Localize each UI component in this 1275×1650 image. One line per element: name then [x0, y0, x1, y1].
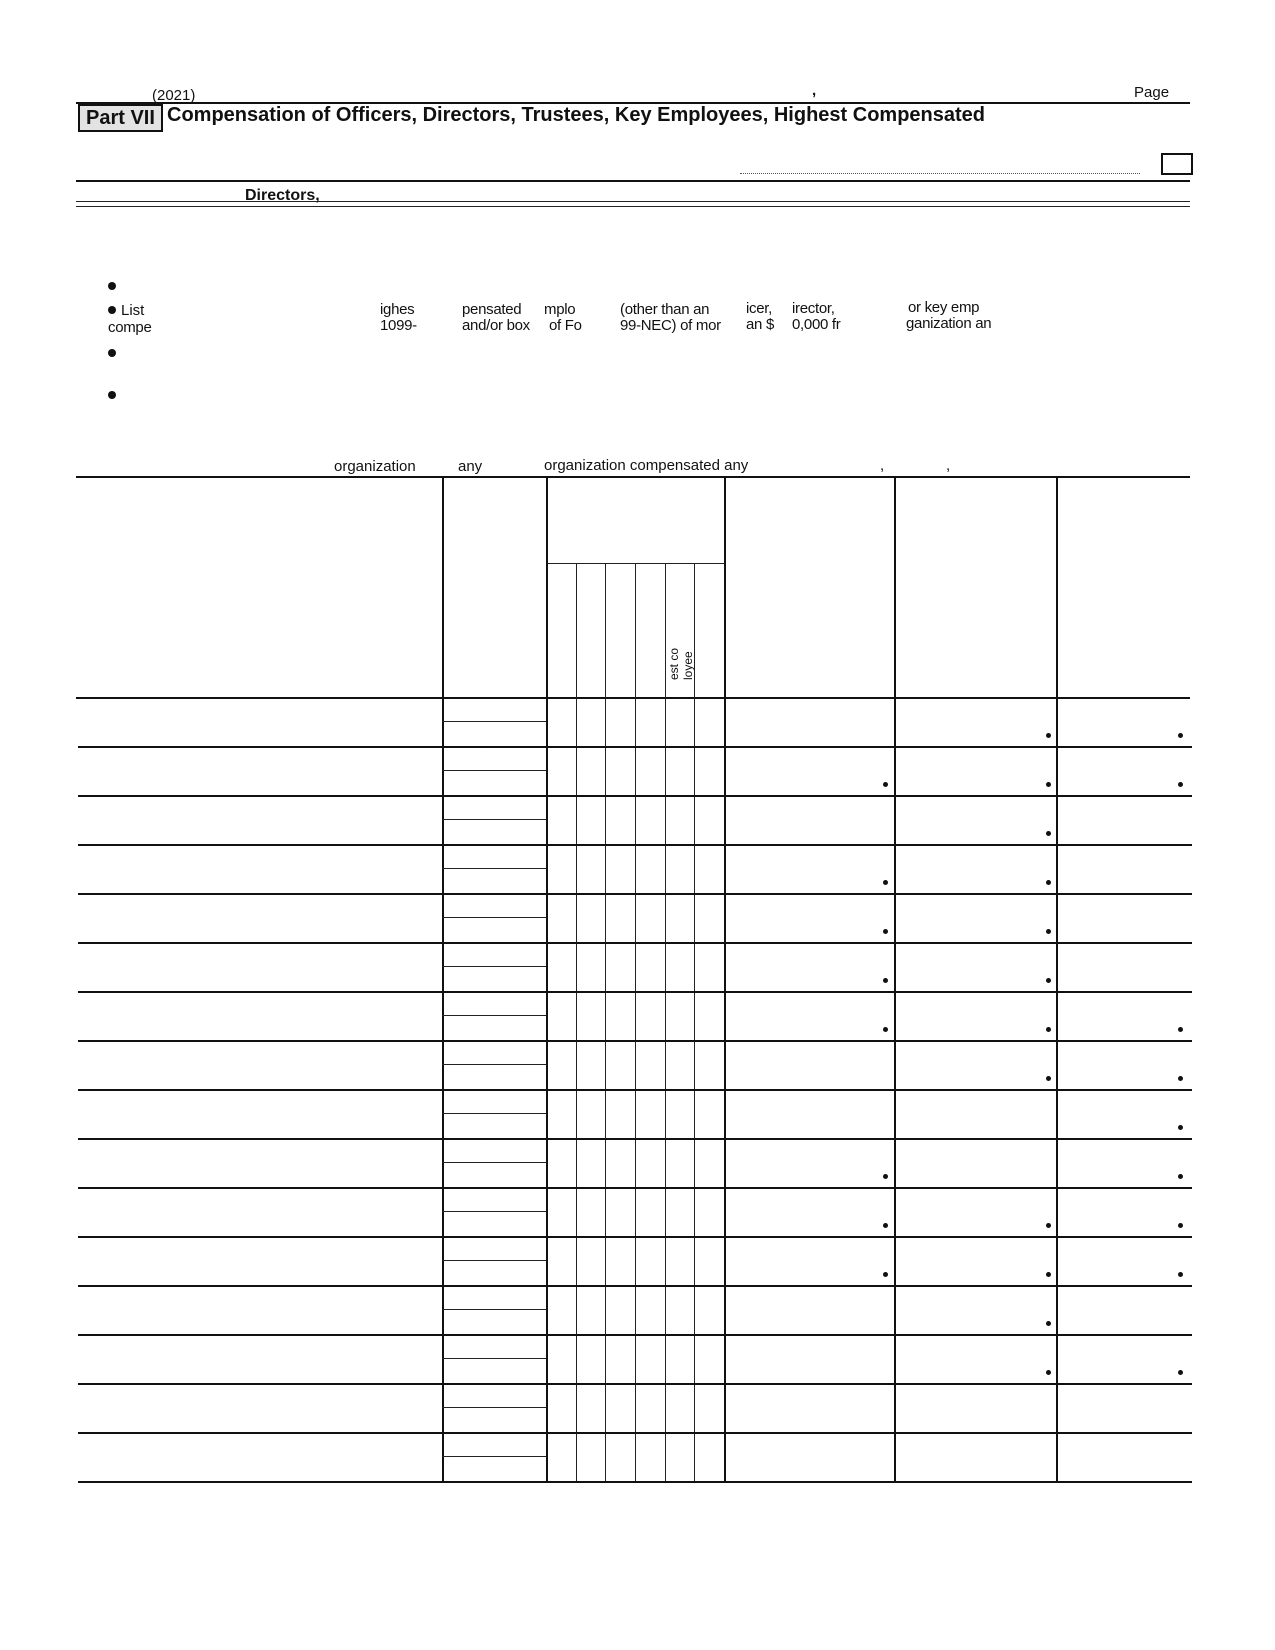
decimal-dot	[1046, 1321, 1051, 1326]
table-row-split	[442, 819, 546, 820]
decimal-dot	[1046, 1223, 1051, 1228]
header-any: any	[458, 458, 483, 475]
hours-dash: - - -	[484, 693, 500, 704]
header-org-comp: organization compensated any	[544, 457, 749, 474]
table-row	[78, 1089, 1192, 1091]
decimal-dot	[883, 782, 888, 787]
table-col-divider	[442, 476, 444, 1481]
table-row	[78, 1187, 1192, 1189]
decimal-dot	[1046, 831, 1051, 836]
compe-label: compe	[108, 319, 152, 336]
hours-dash: - - -	[484, 1183, 500, 1194]
instr-col7-l1: or key emp	[908, 299, 980, 316]
decimal-dot	[883, 1174, 888, 1179]
list-label: List	[121, 302, 145, 319]
hours-dash: - - -	[484, 938, 500, 949]
table-row-split	[442, 1358, 546, 1359]
decimal-dot	[883, 929, 888, 934]
decimal-dot	[1046, 1272, 1051, 1277]
decimal-dot	[1046, 929, 1051, 934]
hours-dash: - - -	[484, 987, 500, 998]
section-rule-a	[76, 201, 1190, 202]
section-a-heading: Directors,	[245, 187, 320, 204]
table-row	[78, 795, 1192, 797]
hours-dash: - - -	[484, 840, 500, 851]
table-row	[78, 844, 1192, 846]
table-row-split	[442, 1456, 546, 1457]
hours-dash: - - -	[484, 1134, 500, 1145]
bullet-1	[108, 282, 116, 290]
section-rule-top	[76, 180, 1190, 182]
table-row	[78, 1138, 1192, 1140]
table-row-split	[442, 917, 546, 918]
table-row-split	[442, 1113, 546, 1114]
comma-mark: ,	[812, 82, 817, 99]
table-col-divider	[1056, 476, 1058, 1481]
rotated-label-2: loyee	[681, 651, 695, 680]
decimal-dot	[1046, 733, 1051, 738]
table-row-split	[442, 770, 546, 771]
table-row	[78, 1236, 1192, 1238]
decimal-dot	[1046, 1027, 1051, 1032]
table-row	[78, 1285, 1192, 1287]
decimal-dot	[1178, 1027, 1183, 1032]
schedule-o-checkbox[interactable]	[1161, 153, 1193, 175]
instr-col3-l2: of Fo	[549, 317, 582, 334]
decimal-dot	[883, 880, 888, 885]
decimal-dot	[1046, 978, 1051, 983]
table-col-divider	[546, 476, 548, 1481]
table-row-split	[442, 1211, 546, 1212]
decimal-dot	[1178, 782, 1183, 787]
decimal-dot	[1046, 1370, 1051, 1375]
instr-col5-l1: icer,	[746, 300, 773, 317]
instr-col3-l1: mplo	[544, 301, 576, 318]
instr-col6-l2: 0,000 fr	[792, 316, 841, 333]
table-top-rule	[76, 476, 1190, 478]
decimal-dot	[1178, 1370, 1183, 1375]
bullet-4	[108, 391, 116, 399]
hours-dash: - - -	[484, 742, 500, 753]
table-row-split	[442, 1015, 546, 1016]
decimal-dot	[883, 1272, 888, 1277]
table-row-split	[442, 1407, 546, 1408]
decimal-dot	[1046, 1076, 1051, 1081]
table-row-split	[442, 1064, 546, 1065]
instr-col1-l1: ighes	[380, 301, 415, 318]
header-mark-2: ,	[946, 457, 951, 474]
table-subcol-divider	[576, 563, 577, 1481]
table-row	[78, 1481, 1192, 1483]
hours-dash: - - -	[484, 1281, 500, 1292]
table-subcol-divider	[665, 563, 666, 1481]
table-subcol-divider	[605, 563, 606, 1481]
hours-dash: - - -	[484, 889, 500, 900]
instr-col5-l2: an $	[746, 316, 774, 333]
decimal-dot	[883, 1027, 888, 1032]
table-row	[78, 1383, 1192, 1385]
decimal-dot	[883, 1223, 888, 1228]
decimal-dot	[1178, 1174, 1183, 1179]
part-label: Part VII	[78, 104, 163, 132]
part-title: Compensation of Officers, Directors, Trustees, Key Employees, Highest Compensated	[167, 104, 985, 126]
decimal-dot	[1178, 1272, 1183, 1277]
table-row-split	[442, 1260, 546, 1261]
instr-col2-l1: pensated	[462, 301, 522, 318]
table-row-split	[442, 966, 546, 967]
hours-dash: - - -	[484, 791, 500, 802]
decimal-dot	[1178, 1125, 1183, 1130]
hours-dash: - - -	[484, 1036, 500, 1047]
instr-col1-l2: 1099-	[380, 317, 417, 334]
table-row-split	[442, 868, 546, 869]
table-row	[78, 1432, 1192, 1434]
decimal-dot	[1178, 1076, 1183, 1081]
instr-col7-l2: ganization an	[906, 315, 992, 332]
hours-dash: - - -	[484, 1330, 500, 1341]
decimal-dot	[883, 978, 888, 983]
instr-col4-l1: (other than an	[620, 301, 710, 318]
table-row	[78, 942, 1192, 944]
decimal-dot	[1178, 1223, 1183, 1228]
hours-dash: - - -	[484, 1085, 500, 1096]
table-subcol-divider	[635, 563, 636, 1481]
hours-dash: - - -	[484, 1232, 500, 1243]
table-header-bottom	[76, 697, 1190, 699]
table-row-split	[442, 1309, 546, 1310]
table-col-divider	[894, 476, 896, 1481]
table-row-split	[442, 721, 546, 722]
table-col-divider	[724, 476, 726, 1481]
header-mark-1: ,	[880, 457, 885, 474]
bullet-2	[108, 306, 116, 314]
section-rule-b	[76, 206, 1190, 207]
table-row-split	[442, 1162, 546, 1163]
page-label: Page	[1134, 84, 1170, 101]
bullet-3	[108, 349, 116, 357]
dotted-leader	[740, 173, 1140, 174]
table-row	[78, 1334, 1192, 1336]
decimal-dot	[1046, 782, 1051, 787]
rotated-label-1: est co	[667, 647, 681, 680]
table-row	[78, 991, 1192, 993]
table-row	[78, 1040, 1192, 1042]
table-row	[78, 893, 1192, 895]
header-organization: organization	[334, 458, 416, 475]
table-subcol-divider	[694, 563, 695, 1481]
table-row	[78, 746, 1192, 748]
form-year: (2021)	[152, 87, 196, 104]
instr-col6-l1: irector,	[792, 300, 835, 317]
instr-col4-l2: 99-NEC) of mor	[620, 317, 721, 334]
instr-col2-l2: and/or box	[462, 317, 530, 334]
decimal-dot	[1046, 880, 1051, 885]
decimal-dot	[1178, 733, 1183, 738]
